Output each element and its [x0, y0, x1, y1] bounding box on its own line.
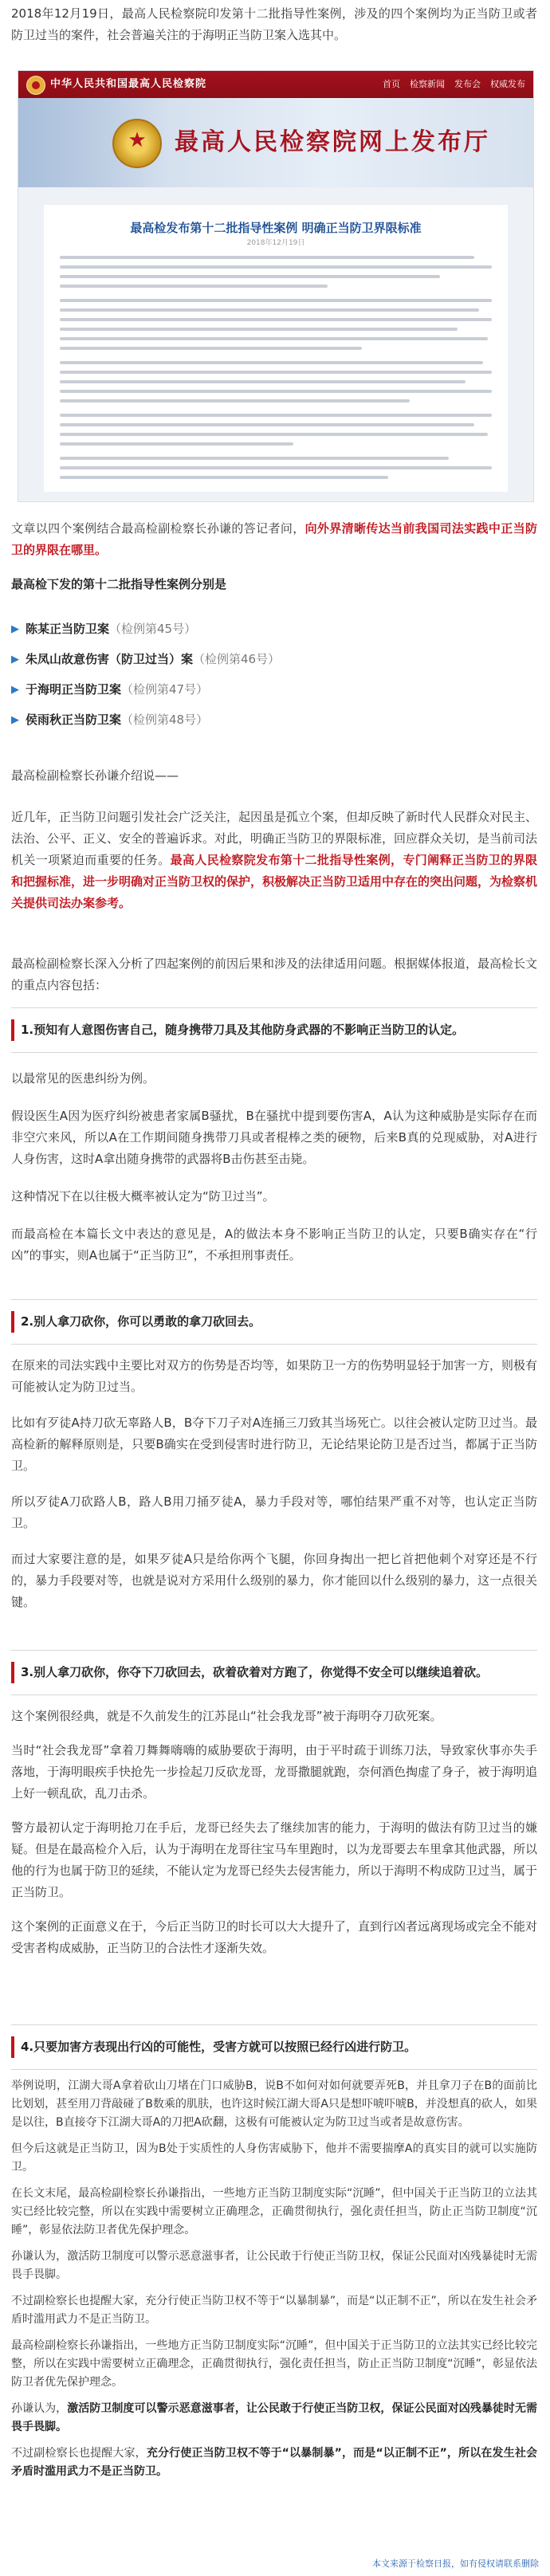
- section-heading-text: 1.预知有人意图伤害自己，随身携带刀具及其他防身武器的不影响正当防卫的认定。: [21, 1023, 465, 1037]
- bullet-arrow-icon: ▶: [11, 713, 19, 726]
- section-heading-text: 3.别人拿刀砍你，你夺下刀砍回去，砍着砍着对方跑了，你觉得不安全可以继续追着砍。: [21, 1665, 489, 1679]
- paragraph: 在长文末尾，最高检副检察长孙谦指出，一些地方正当防卫制度实际“沉睡”，但中国关于正当防卫的立法其实已经比较完整，所以在实践中需要树立正确理念，正确贯彻执行，强化责任担当，防止正当防卫制度“沉睡”，彰显依法防卫者优先保护理念。: [11, 2187, 537, 2236]
- banner-hero-title: 最高人民检察院网上发布厅: [175, 128, 490, 156]
- paragraph: 假设医生A因为医疗纠纷被患者家属B骚扰，B在骚扰中提到要伤害A，A认为这种威胁是实际存在而非空穴来风，所以A在工作期间随身携带刀具或者棍棒之类的硬物，后来B真的兑现威胁，对A进行人身伤害，这时A拿出随身携带的武器将B击伤甚至击毙。: [11, 1109, 537, 1166]
- paragraph: 这种情况下在以往极大概率被认定为“防卫过当”。: [11, 1189, 275, 1204]
- banner-nav-item[interactable]: 发布会: [454, 79, 481, 89]
- section-2-body: [11, 1355, 537, 1613]
- paragraph-text: 不过副检察长也提醒大家，: [11, 2447, 147, 2460]
- national-emblem-icon: [112, 119, 162, 168]
- section-heading-1: [11, 1007, 537, 1053]
- case-name: 侯雨秋正当防卫案: [26, 712, 122, 727]
- paragraph: 当时“社会我龙哥”拿着刀舞舞嗨嗨的威胁要砍于海明，由于平时疏于训练刀法，导致家伙事亦失手落地，于海明眼疾手快抢先一步捡起刀反砍龙哥，龙哥撒腿就跑，奈何酒色掏虚了身子，被于海明追上好一顿乱砍，乱刀击杀。: [11, 1743, 538, 1800]
- paragraph: 比如有歹徒A持刀砍无辜路人B，B夺下刀子对A连捅三刀致其当场死亡。以往会被认定防卫过当。最高检新的解释原则是，只要B确实在受到侵害时进行防卫，无论结果论防卫是否过当，都属于正当防卫。: [11, 1416, 537, 1473]
- lead-text: 文章以四个案例结合最高检副检察长孙谦的答记者问，: [11, 521, 305, 536]
- banner-nav-item[interactable]: 检察新闻: [410, 79, 445, 89]
- intro-text: 2018年12月19日，最高人民检察院印发第十二批指导性案例，涉及的四个案例均为正当防卫或者防卫过当的案件，社会普遍关注的于海明正当防卫案入选其中。: [11, 6, 537, 42]
- paragraph: 不过副检察长也提醒大家，充分行使正当防卫权不等于“以暴制暴”，而是“以正制不正”，所以在发生社会矛盾时滥用武力不是正当防卫。: [11, 2295, 537, 2326]
- bullet-arrow-icon: ▶: [11, 653, 19, 666]
- intro2-text: 最高检副检察长孙谦介绍说——: [11, 768, 179, 783]
- case-list-heading: [11, 574, 537, 595]
- list-item: [11, 674, 537, 705]
- section-heading-2: [11, 1299, 537, 1345]
- list-item: [11, 644, 537, 674]
- paragraph: 所以歹徒A刀砍路人B，路人B用刀捅歹徒A，暴力手段对等，哪怕结果严重不对等，也认定正当防卫。: [11, 1494, 537, 1530]
- banner-image: [18, 70, 534, 502]
- sun-quote-highlight: 最高人民检察院发布第十二批指导性案例，专门阐释正当防卫的界限和把握标准，进一步明确对正当防卫权的保护，积极解决正当防卫适用中存在的突出问题，为检察机关提供司法办案参考。: [11, 853, 538, 910]
- section-1-body: [11, 1068, 537, 1266]
- case-name: 陈某正当防卫案: [26, 621, 110, 636]
- paragraph-emphasis: 激活防卫制度可以警示恶意滋事者，让公民敢于行使正当防卫权，保证公民面对凶残暴徒时无需畏手畏脚。: [11, 2402, 537, 2433]
- sun-quote-text: 近几年，正当防卫问题引发社会广泛关注，起因虽是孤立个案，但却反映了新时代人民群众对民主、法治、公平、正义、安全的普遍诉求。对此，明确正当防卫的界限标准，回应群众关切，是当前司法机关一项紧迫而重要的任务。: [11, 810, 538, 867]
- paragraph: 但今后这就是正当防卫，因为B处于实质性的人身伤害威胁下，他并不需要揣摩A的真实目的就可以实施防卫。: [11, 2142, 537, 2174]
- banner-nav: [373, 71, 525, 98]
- bullet-arrow-icon: ▶: [11, 622, 19, 635]
- paragraph: 举例说明，江湖大哥A拿着砍山刀堵在门口威胁B，说B不如何对如何就要弄死B，并且拿刀子在B的面前比比划划，甚至用刀背敲碰了B数乘的肌肤，也许这时候江湖大哥A只是想吓唬吓唬B，并没想真的砍人，如果是以往，B直接夺下江湖大哥A的刀把A砍翻，这极有可能被认定为防卫过当或者是故意伤害。: [11, 2079, 537, 2129]
- banner-article-body: [60, 256, 492, 479]
- case-name: 于海明正当防卫案: [26, 681, 122, 697]
- section-4-body: [11, 2077, 537, 2481]
- summary: [11, 953, 537, 996]
- intro2: [11, 765, 537, 787]
- banner-article: [44, 205, 508, 492]
- summary-text: 最高检副检察长深入分析了四起案例的前因后果和涉及的法律适用问题。根据媒体报道，最高检长文的重点内容包括：: [11, 956, 538, 992]
- paragraph: 而过大家要注意的是，如果歹徒A只是给你两个飞腿，你回身掏出一把匕首把他刺个对穿还是不行的，暴力手段要对等，也就是说对方采用什么级别的暴力，你才能回以什么级别的暴力，这一点很关键。: [11, 1552, 538, 1609]
- banner-hero: [18, 98, 533, 187]
- case-list-heading-text: 最高检下发的第十二批指导性案例分别是: [11, 577, 227, 591]
- case-number: （检例第46号）: [193, 651, 281, 666]
- case-number: （检例第48号）: [121, 712, 209, 727]
- bullet-arrow-icon: ▶: [11, 683, 19, 696]
- paragraph-emphasis: 充分行使正当防卫权不等于“以暴制暴”，而是“以正制不正”，所以在发生社会矛盾时滥用武力不是正当防卫。: [11, 2447, 537, 2478]
- case-list: [11, 614, 537, 735]
- case-name: 朱凤山故意伤害（防卫过当）案: [26, 651, 194, 666]
- banner-article-date: 2018年12月19日: [246, 239, 305, 247]
- section-heading-text: 4.只要加害方表现出行凶的可能性，受害方就可以按照已经行凶进行防卫。: [21, 2040, 417, 2054]
- banner-nav-item[interactable]: 权威发布: [490, 79, 525, 89]
- sun-quote: [11, 807, 537, 914]
- paragraph: 而最高检在本篇长文中表达的意见是，A的做法本身不影响正当防卫的认定，只要B确实存在“行凶”的事实，则A也属于“正当防卫”，不承担刑事责任。: [11, 1227, 537, 1262]
- banner-article-title: 最高检发布第十二批指导性案例 明确正当防卫界限标准: [130, 221, 422, 235]
- case-number: （检例第47号）: [121, 681, 209, 697]
- section-heading-3: [11, 1650, 537, 1695]
- section-3-body: [11, 1706, 537, 1959]
- paragraph: 最高检副检察长孙谦指出，一些地方正当防卫制度实际“沉睡”，但中国关于正当防卫的立法其实已经比较完整，所以在实践中需要树立正确理念，正确贯彻执行，强化责任担当，防止正当防卫制度“沉睡”，彰显依法防卫者优先保护理念。: [11, 2339, 537, 2389]
- paragraph: 警方最初认定于海明抢刀在手后，龙哥已经失去了继续加害的能力，于海明的做法有防卫过当的嫌疑。但是在最高检介入后，认为于海明在龙哥往宝马车里跑时，以为龙哥要去车里拿其他武器，所以他的行为也属于防卫的延续，不能认定为龙哥已经失去侵害能力，所以于海明不构成防卫过当，属于正当防卫。: [11, 1820, 538, 1899]
- paragraph: 孙谦认为，激活防卫制度可以警示恶意滋事者，让公民敢于行使正当防卫权，保证公民面对凶残暴徒时无需畏手畏脚。: [11, 2250, 537, 2281]
- case-number: （检例第45号）: [109, 621, 197, 636]
- procuratorate-emblem-icon: [26, 76, 45, 95]
- source-note: 本文来源于检察日报，如有侵权请联系删除: [372, 2558, 539, 2569]
- banner-header: [18, 71, 533, 98]
- paragraph: 这个案例的正面意义在于，今后正当防卫的时长可以大大提升了，直到行凶者远离现场或完全不能对受害者构成威胁，正当防卫的合法性才逐渐失效。: [11, 1919, 538, 1955]
- lead-highlight: 向外界清晰传达当前我国司法实践中正当防卫的界限在哪里。: [11, 521, 537, 557]
- paragraph: 这个案例很经典，就是不久前发生的江苏昆山“社会我龙哥”被于海明夺刀砍死案。: [11, 1709, 442, 1723]
- paragraph-text: 孙谦认为，: [11, 2402, 68, 2415]
- paragraph: 在原来的司法实践中主要比对双方的伤势是否均等，如果防卫一方的伤势明显轻于加害一方，则极有可能被认定为防卫过当。: [11, 1358, 538, 1394]
- paragraph: 以最常见的医患纠纷为例。: [11, 1071, 155, 1086]
- intro: [11, 3, 537, 46]
- list-item: [11, 614, 537, 644]
- list-item: [11, 705, 537, 735]
- banner-nav-item[interactable]: 首页: [383, 79, 400, 89]
- banner-site-name: 中华人民共和国最高人民检察院: [50, 78, 207, 90]
- section-heading-text: 2.别人拿刀砍你，你可以勇敢的拿刀砍回去。: [21, 1314, 261, 1329]
- section-heading-4: [11, 2024, 537, 2070]
- lead: [11, 518, 537, 561]
